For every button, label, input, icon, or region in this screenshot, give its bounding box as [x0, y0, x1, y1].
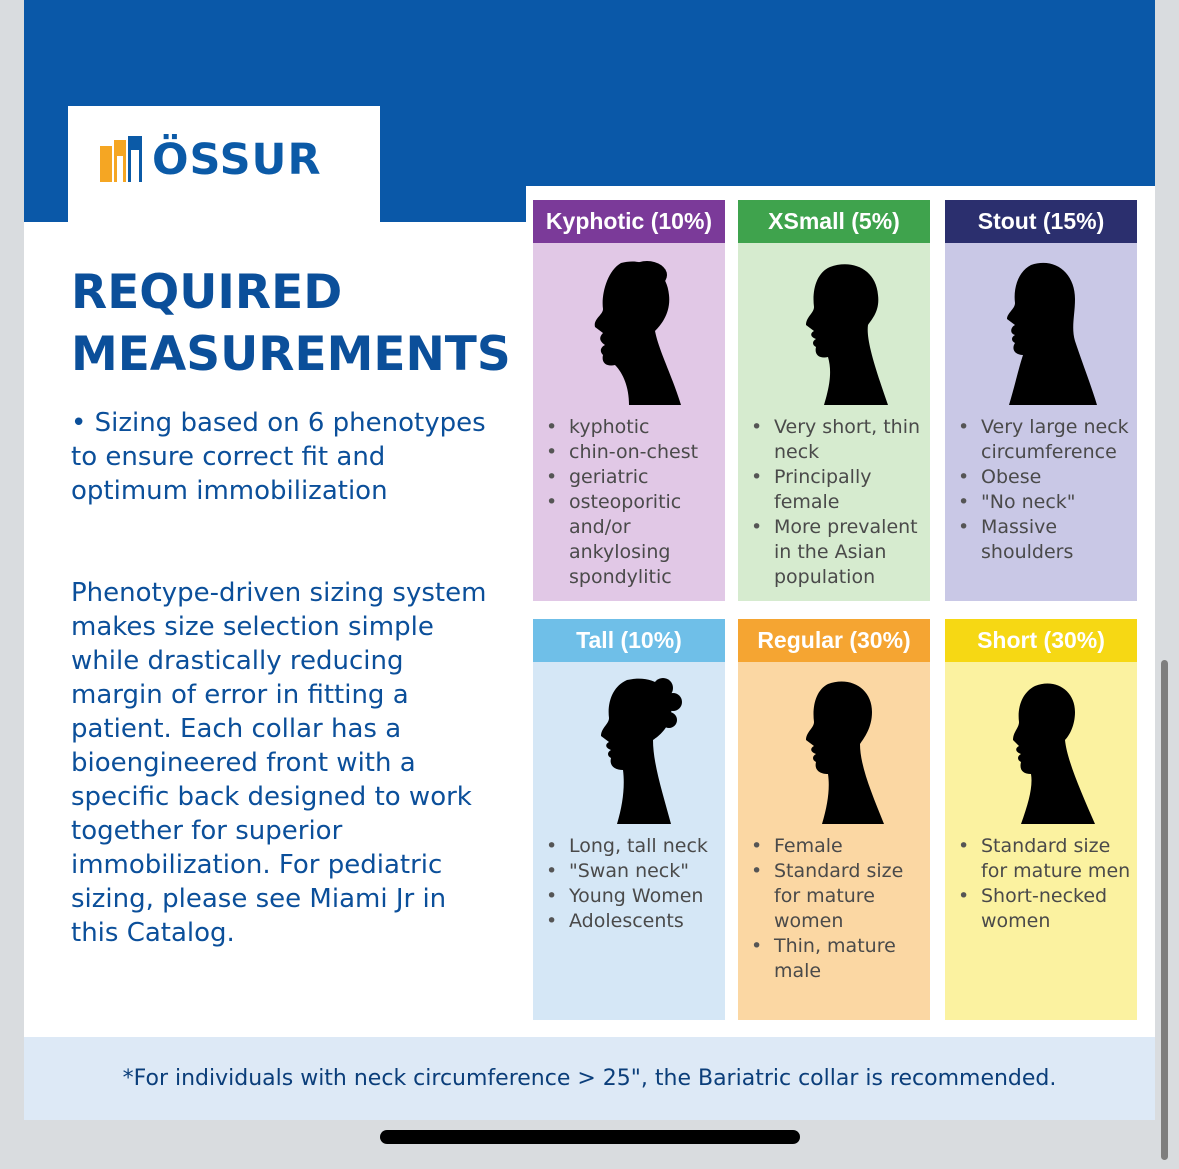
logo: [68, 106, 380, 222]
bullet-item: • "Swan neck": [569, 859, 721, 884]
phenotype-body: [533, 243, 725, 601]
bullet-item: • "No neck": [981, 490, 1133, 515]
phenotype-bullets: [533, 834, 721, 934]
bullet-item: • Adolescents: [569, 909, 721, 934]
footer-text: *For individuals with neck circumference > 25", the Bariatric collar is recommended.: [122, 1066, 1057, 1091]
phenotype-body: [738, 662, 930, 1020]
bullet-item: • Young Women: [569, 884, 721, 909]
title-line-2: MEASUREMENTS: [71, 327, 511, 382]
phenotype-title: Short (30%): [945, 619, 1137, 662]
scrollbar[interactable]: [1161, 660, 1168, 1160]
phenotype-bullets: [738, 415, 926, 590]
tall-silhouette-icon: [563, 674, 693, 824]
phenotype-body: [945, 243, 1137, 601]
bullet-item: • Long, tall neck: [569, 834, 721, 859]
bullet-item: • Standard size for mature women: [774, 859, 926, 934]
xsmall-silhouette-icon: [768, 255, 898, 405]
phenotype-grid: [526, 186, 1155, 1032]
kyphotic-silhouette-icon: [563, 255, 693, 405]
home-indicator[interactable]: [380, 1130, 800, 1144]
phenotype-bullets: [945, 415, 1133, 565]
bullet-item: • More prevalent in the Asian population: [774, 515, 926, 590]
phenotype-title: XSmall (5%): [738, 200, 930, 243]
logo-text: ÖSSUR: [152, 135, 322, 185]
phenotype-card-kyphotic: [533, 200, 725, 601]
catalog-page: [24, 0, 1155, 1120]
bullet-item: • Very short, thin neck: [774, 415, 926, 465]
ossur-logo-icon: [100, 136, 144, 182]
page-title: [71, 262, 521, 386]
bullet-item: • Massive shoulders: [981, 515, 1133, 565]
phenotype-card-xsmall: [738, 200, 930, 601]
bullet-item: • geriatric: [569, 465, 721, 490]
regular-silhouette-icon: [768, 674, 898, 824]
phenotype-body: [945, 662, 1137, 1020]
bullet-item: • Obese: [981, 465, 1133, 490]
footer-note: [24, 1037, 1155, 1120]
phenotype-body: [533, 662, 725, 1020]
phenotype-card-short: [945, 619, 1137, 1020]
phenotype-title: Tall (10%): [533, 619, 725, 662]
phenotype-title: Kyphotic (10%): [533, 200, 725, 243]
intro-paragraph: • Sizing based on 6 phenotypes to ensure correct fit and optimum immobilization: [71, 408, 486, 506]
bullet-item: • kyphotic: [569, 415, 721, 440]
bullet-item: • Very large neck circumference: [981, 415, 1133, 465]
bullet-item: • Standard size for mature men: [981, 834, 1133, 884]
phenotype-bullets: [533, 415, 721, 590]
bullet-item: • chin-on-chest: [569, 440, 721, 465]
short-silhouette-icon: [975, 674, 1105, 824]
bullet-item: • Short-necked women: [981, 884, 1133, 934]
phenotype-bullets: [738, 834, 926, 984]
phenotype-card-stout: [945, 200, 1137, 601]
phenotype-title: Stout (15%): [945, 200, 1137, 243]
phenotype-body: [738, 243, 930, 601]
bullet-item: • Female: [774, 834, 926, 859]
description-paragraph: Phenotype-driven sizing system makes size selection simple while drastically reducing margin of error in fitting a patient. Each collar has a bioengineered front with a specific back designed to work together for superior immobilization. For pediatric sizing, please see Miami Jr in this Catalog.: [71, 578, 487, 948]
phenotype-card-regular: [738, 619, 930, 1020]
phenotype-title: Regular (30%): [738, 619, 930, 662]
bullet-item: • Principally female: [774, 465, 926, 515]
stout-silhouette-icon: [975, 255, 1105, 405]
bullet-item: • osteoporitic and/or ankylosing spondylitic: [569, 490, 721, 590]
phenotype-card-tall: [533, 619, 725, 1020]
phenotype-bullets: [945, 834, 1133, 934]
title-line-1: REQUIRED: [71, 265, 343, 320]
bullet-item: • Thin, mature male: [774, 934, 926, 984]
